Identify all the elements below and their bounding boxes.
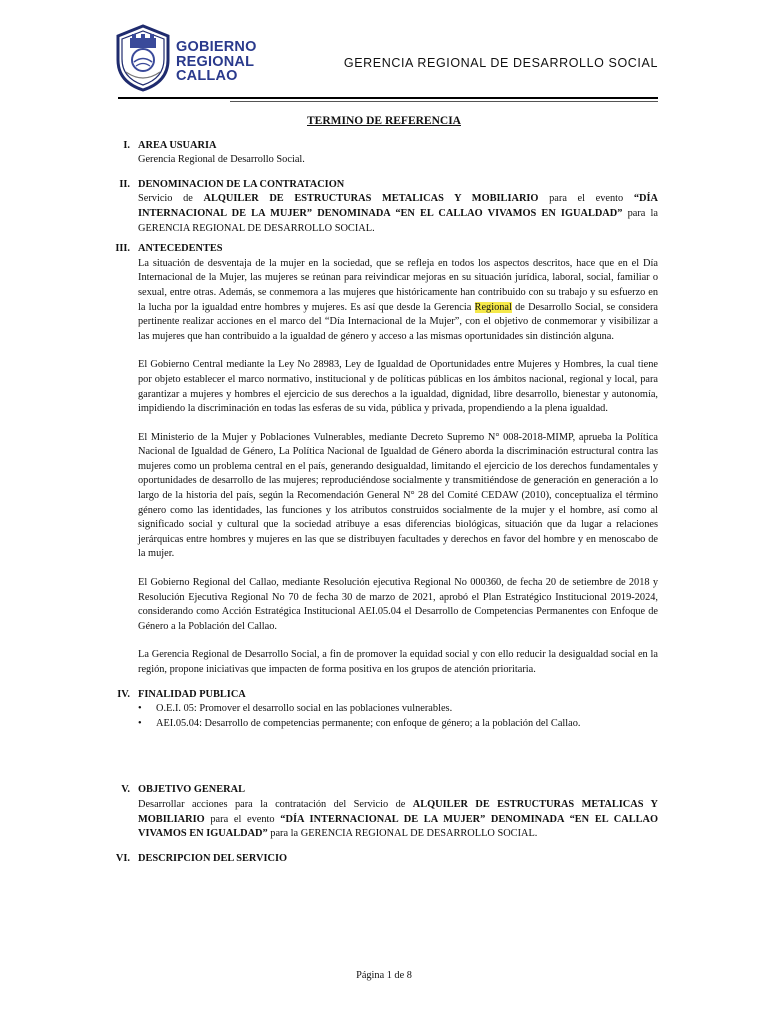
- paragraph: El Ministerio de la Mujer y Poblaciones Vulnerables, mediante Decreto Supremo N° 008-2018-MIMP, aprueba la Política Nacional de Igualdad de Género, La Política Nacional de Igualdad de Género aborda la discriminación estructural contra las mujeres como un problema central en el país, generando desigualdad, limitando el ejercicio de los derechos fundamentales y oportunidades de desarrollo de las mujeres; reproduciéndose socialmente y transmitiéndose de generación en generación a lo largo de la historia del país, según la Recomendación General N° 28 del Comité CEDAW (2010), conceptualiza el término género como las identidades, las funciones y los atributos construidos socialmente de la mujer y el hombre, así como al significado social y cultural que la sociedad atribuye a esas diferencias biológicas, situación que da lugar a relaciones jerárquicas entre hombres y mujeres en las que se distribuyen facultades y derechos en favor del hombre y en menoscabo de la mujer.: [138, 431, 658, 560]
- page-number: Página 1 de 8: [356, 970, 412, 981]
- paragraph: [138, 257, 658, 345]
- section-objetivo-general: [110, 783, 658, 841]
- paragraph: La Gerencia Regional de Desarrollo Social, a fin de promover la equidad social y con ello reducir la desigualdad social en la región, propone iniciativas que impacten de forma positiva en los grupos de atención prioritaria.: [138, 649, 658, 675]
- text-fragment: para la GERENCIA REGIONAL DE DESARROLLO SOCIAL.: [270, 828, 538, 840]
- section-finalidad-publica: [110, 688, 658, 732]
- section-number: VI.: [115, 852, 130, 864]
- gobierno-regional-callao-crest-icon: [112, 22, 174, 92]
- paragraph: El Gobierno Regional del Callao, mediante Resolución ejecutiva Regional No 000360, de fecha 20 de setiembre de 2018 y Resolución Ejecutiva Regional No 70 de fecha 30 de marzo de 2021, aprobó el Plan Estratégico Institucional 2019-2024, considerando como Acción Estratégica Institucional AEI.05.04 el Desarrollo de Competencias Permanentes con Enfoque de Género a la Población del Callao.: [138, 577, 658, 632]
- section-number: IV.: [117, 688, 130, 700]
- section-number: V.: [121, 784, 130, 796]
- section-heading: OBJETIVO GENERAL: [138, 784, 245, 796]
- event-name: “DÍA INTERNACIONAL DE LA MUJER” DENOMINADA “EN EL CALLAO VIVAMOS EN IGUALDAD”: [138, 193, 658, 219]
- header-divider: [118, 97, 658, 99]
- section-heading: DENOMINACION DE LA CONTRATACION: [138, 178, 345, 190]
- section-heading: AREA USUARIA: [138, 139, 217, 151]
- service-name: ALQUILER DE ESTRUCTURAS METALICAS Y MOBILIARIO: [138, 798, 658, 825]
- header-divider-thin: [230, 101, 658, 102]
- text-fragment: para el evento: [549, 193, 624, 205]
- text-fragment: Servicio de: [138, 193, 193, 205]
- section-area-usuaria: [110, 139, 658, 168]
- section-antecedentes: [110, 242, 658, 677]
- document-title: TERMINO DE REFERENCIA: [307, 115, 461, 127]
- text-fragment: Desarrollar acciones para la contratación del Servicio de: [138, 798, 406, 810]
- document-body: [110, 114, 658, 866]
- section-paragraph: [138, 798, 658, 842]
- text-fragment: La situación de desventaja de la mujer en la sociedad, que se refleja en todos los aspectos descritos, hace que en el Día Internacional de la Mujer, las mujeres se reúnan para reivindicar mejoras en su situación jurídica, laboral, social, familiar o sexual, entre otras. Además, se conmemora a las mujeres que históricamente han contribuido con su trabajo y su esfuerzo en la lucha por la igualdad entre hombres y mujeres. Es así que desde la Gerencia: [138, 257, 658, 313]
- section-heading: FINALIDAD PUBLICA: [138, 688, 246, 700]
- list-item: • O.E.I. 05: Promover el desarrollo social en las poblaciones vulnerables.: [138, 702, 658, 717]
- logo-line-2: REGIONAL: [176, 53, 255, 70]
- section-text: Gerencia Regional de Desarrollo Social.: [138, 154, 305, 166]
- paragraph: El Gobierno Central mediante la Ley No 28983, Ley de Igualdad de Oportunidades entre Mujeres y Hombres, la cual tiene por objeto establecer el marco normativo, institucional y de políticas públicas en los ámbitos nacional, regional y local, para garantizar a mujeres y hombres el ejercicio de sus derechos a la igualdad, dignidad, libre desarrollo, bienestar y autonomía, impidiendo la discriminación en todas las esferas de su vida, pública y privada, propendiendo a la plena igualdad.: [138, 359, 658, 415]
- logo-line-1: GOBIERNO: [176, 39, 257, 55]
- section-paragraph: [138, 192, 658, 236]
- text-fragment: para la GERENCIA REGIONAL DE DESARROLLO SOCIAL.: [138, 207, 659, 234]
- section-heading: ANTECEDENTES: [138, 243, 223, 255]
- section-number: I.: [123, 139, 130, 151]
- logo-wordmark: [176, 40, 266, 84]
- highlighted-text: Regional: [474, 301, 512, 313]
- section-descripcion-servicio: [110, 852, 658, 867]
- service-name: ALQUILER DE ESTRUCTURAS METALICAS Y MOBILIARIO: [203, 193, 539, 205]
- event-name: “DÍA INTERNACIONAL DE LA MUJER” DENOMINADA “EN EL CALLAO VIVAMOS EN IGUALDAD”: [138, 813, 659, 840]
- logo-line-3: CALLAO: [176, 68, 238, 84]
- bullet-list: [138, 702, 658, 731]
- section-heading: DESCRIPCION DEL SERVICIO: [138, 852, 288, 864]
- text-fragment: de Desarrollo Social, se considera pertinente realizar acciones en el marco del “Día Internacional de la Mujer”, con el objetivo de conmemorar y visibilizar a las mujeres que han contribuido a la igualdad de género y acceso a las mismas oportunidades sin distinción alguna.: [138, 301, 658, 342]
- section-number: II.: [119, 178, 130, 190]
- header-title: GERENCIA REGIONAL DE DESARROLLO SOCIAL: [343, 56, 658, 70]
- section-denominacion: [110, 178, 658, 236]
- list-item: • AEI.05.04: Desarrollo de competencias permanente; con enfoque de género; a la población del Callao.: [138, 717, 658, 732]
- text-fragment: para el evento: [210, 813, 275, 825]
- section-number: III.: [115, 243, 130, 255]
